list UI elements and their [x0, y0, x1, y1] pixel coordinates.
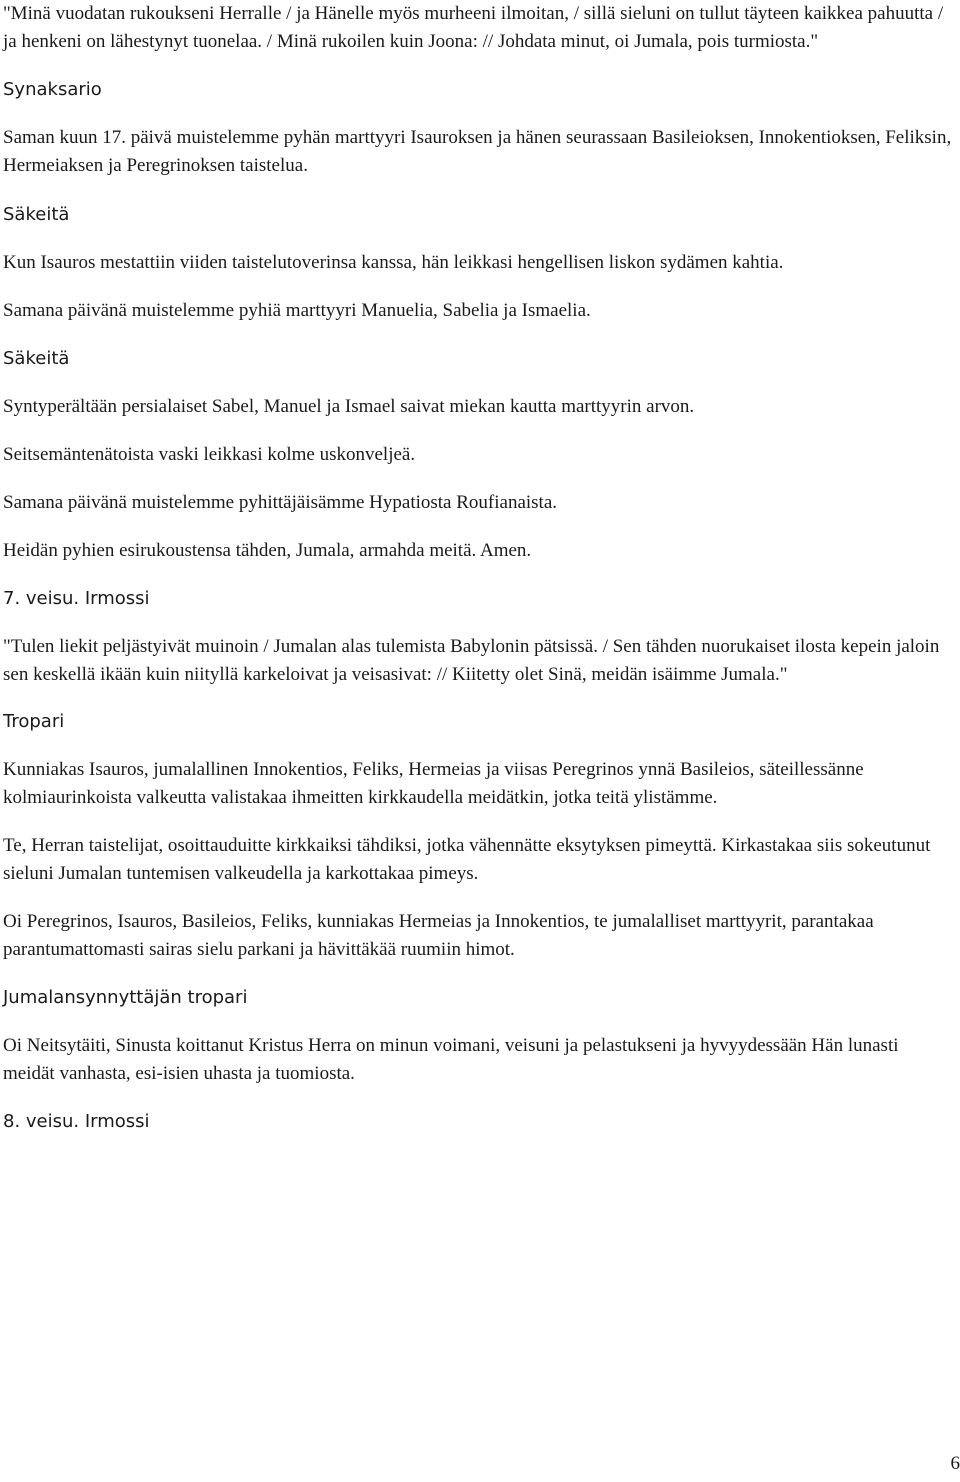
- heading-synaksario: Synaksario: [3, 79, 102, 100]
- page-number: 6: [950, 1453, 960, 1474]
- heading-sakeita-1: Säkeitä: [3, 204, 70, 225]
- tropari-text-2: Te, Herran taistelijat, osoittauduitte kirkkaiksi tähdiksi, jotka vähennätte eksytyksen pimeyttä. Kirkastakaa siis sokeutunut sieluni Jumalan tuntemisen valkeudella ja karkottakaa pimeys.: [3, 835, 931, 884]
- tropari-text-1: Kunniakas Isauros, jumalallinen Innokentios, Feliks, Hermeias ja viisas Peregrinos ynnä Basileios, säteillessänne kolmiaurinkoista valkeutta valistakaa ihmeitten kirkkaudella meidätkin, jotka teitä ylistämme.: [3, 759, 864, 808]
- synaksario-text-4: Heidän pyhien esirukoustensa tähden, Jumala, armahda meitä. Amen.: [3, 540, 532, 561]
- heading-tropari: Tropari: [3, 711, 65, 732]
- sakeita-text-1: Kun Isauros mestattiin viiden taistelutoverinsa kanssa, hän leikkasi hengellisen liskon sydämen kahtia.: [3, 252, 784, 273]
- theotokion-text: Oi Neitsytäiti, Sinusta koittanut Kristus Herra on minun voimani, veisuni ja pelastukseni ja hyvyydessään Hän lunasti meidät vanhasta, esi-isien uhasta ja tuomiosta.: [3, 1035, 899, 1084]
- irmossi-7-text: "Tulen liekit peljästyivät muinoin / Jumalan alas tulemista Babylonin pätsissä. / Sen tähden nuorukaiset ilosta kepein jaloin sen keskellä ikään kuin niityllä karkeloivat ja veisasivat: // Kiitetty olet Sinä, meidän isäimme Jumala.": [3, 636, 940, 685]
- document-page: [3, 0, 953, 1136]
- synaksario-text-3: Samana päivänä muistelemme pyhittäjäisämme Hypatiosta Roufianaista.: [3, 492, 558, 513]
- heading-jumalansynnyttajan-tropari: Jumalansynnyttäjän tropari: [3, 987, 248, 1008]
- synaksario-text-2: Samana päivänä muistelemme pyhiä marttyyri Manuelia, Sabelia ja Ismaelia.: [3, 300, 591, 321]
- heading-sakeita-2: Säkeitä: [3, 348, 70, 369]
- synaksario-text-1: Saman kuun 17. päivä muistelemme pyhän marttyyri Isauroksen ja hänen seurassaan Basileioksen, Innokentioksen, Feliksin, Hermeiaksen ja Peregrinoksen taistelua.: [3, 127, 952, 176]
- hymn-text-opening: "Minä vuodatan rukoukseni Herralle / ja Hänelle myös murheeni ilmoitan, / sillä sieluni on tullut täyteen kaikkea pahuutta / ja henkeni on lähestynyt tuonelaa. / Minä rukoilen kuin Joona: // Johdata minut, oi Jumala, pois turmiosta.": [3, 3, 944, 52]
- heading-8-veisu-irmossi: 8. veisu. Irmossi: [3, 1111, 150, 1132]
- sakeita-text-2: Syntyperältään persialaiset Sabel, Manuel ja Ismael saivat miekan kautta marttyyrin arvon.: [3, 396, 695, 417]
- sakeita-text-3: Seitsemäntenätoista vaski leikkasi kolme uskonveljeä.: [3, 444, 416, 465]
- tropari-text-3: Oi Peregrinos, Isauros, Basileios, Feliks, kunniakas Hermeias ja Innokentios, te jumalalliset marttyyrit, parantakaa parantumattomasti sairas sielu parkani ja hävittäkää ruumiin himot.: [3, 911, 874, 960]
- heading-7-veisu-irmossi: 7. veisu. Irmossi: [3, 588, 150, 609]
